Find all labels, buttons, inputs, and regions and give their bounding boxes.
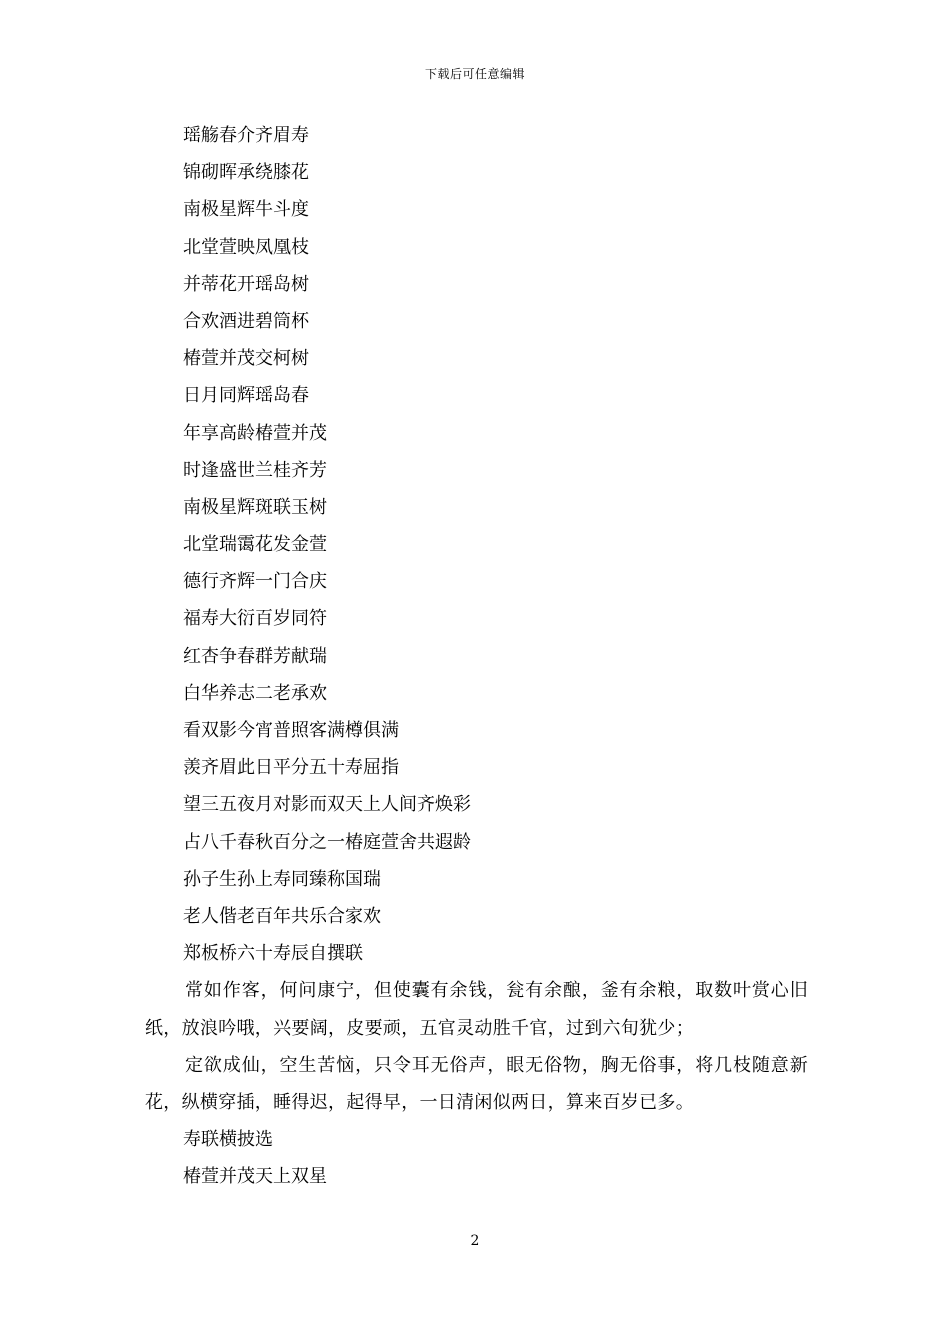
couplet-line: 看双影今宵普照客满樽俱满 — [183, 720, 399, 741]
couplet-paragraph-first: 常如作客，何问康宁，但使囊有余钱，瓮有余酿，釜有余粮，取数叶赏心旧纸，放浪吟哦，兴要阔，皮要顽，五官灵动胜千官，过到六旬犹少； — [145, 980, 808, 1039]
couplet-line: 日月同辉瑶岛春 — [183, 385, 309, 407]
couplet-line: 北堂萱映凤凰枝 — [183, 236, 309, 258]
couplet-paragraph-second: 定欲成仙，空生苦恼，只令耳无俗声，眼无俗物，胸无俗事，将几枝随意新花，纵横穿插，睡得迟，起得早，一日清闲似两日，算来百岁已多。 — [145, 1054, 808, 1113]
document-body — [145, 117, 808, 1196]
page-number: 2 — [470, 1233, 480, 1249]
couplet-line: 锦砌晖承绕膝花 — [183, 162, 309, 184]
section-title: 郑板桥六十寿辰自撰联 — [183, 943, 363, 965]
couplet-line: 羡齐眉此日平分五十寿屈指 — [183, 757, 399, 779]
couplet-line: 合欢酒进碧筒杯 — [183, 310, 309, 332]
couplet-line: 白华养志二老承欢 — [183, 682, 327, 704]
couplet-line: 占八千春秋百分之一椿庭萱舍共遐龄 — [183, 831, 471, 853]
section-title: 寿联横披选 — [183, 1129, 273, 1151]
couplet-line: 北堂瑞霭花发金萱 — [183, 534, 327, 556]
couplet-line: 孙子生孙上寿同臻称国瑞 — [183, 868, 381, 890]
couplet-line: 椿萱并茂天上双星 — [183, 1166, 327, 1188]
page-header: 下载后可任意编辑 — [424, 67, 525, 81]
couplet-line: 红杏争春群芳献瑞 — [183, 645, 327, 667]
couplet-line: 福寿大衍百岁同符 — [183, 608, 327, 630]
couplet-line: 南极星辉牛斗度 — [183, 199, 309, 221]
couplet-line: 瑶觞春介齐眉寿 — [183, 125, 309, 146]
couplet-line: 望三五夜月对影而双天上人间齐焕彩 — [183, 794, 471, 816]
couplet-line: 时逢盛世兰桂齐芳 — [183, 459, 327, 481]
couplet-line: 南极星辉斑联玉树 — [183, 496, 327, 518]
couplet-line: 德行齐辉一门合庆 — [183, 571, 327, 593]
couplet-line: 老人偕老百年共乐合家欢 — [183, 905, 381, 927]
couplet-line: 并蒂花开瑶岛树 — [183, 273, 309, 295]
couplet-line: 年享高龄椿萱并茂 — [183, 422, 327, 444]
couplet-line: 椿萱并茂交柯树 — [183, 348, 309, 370]
